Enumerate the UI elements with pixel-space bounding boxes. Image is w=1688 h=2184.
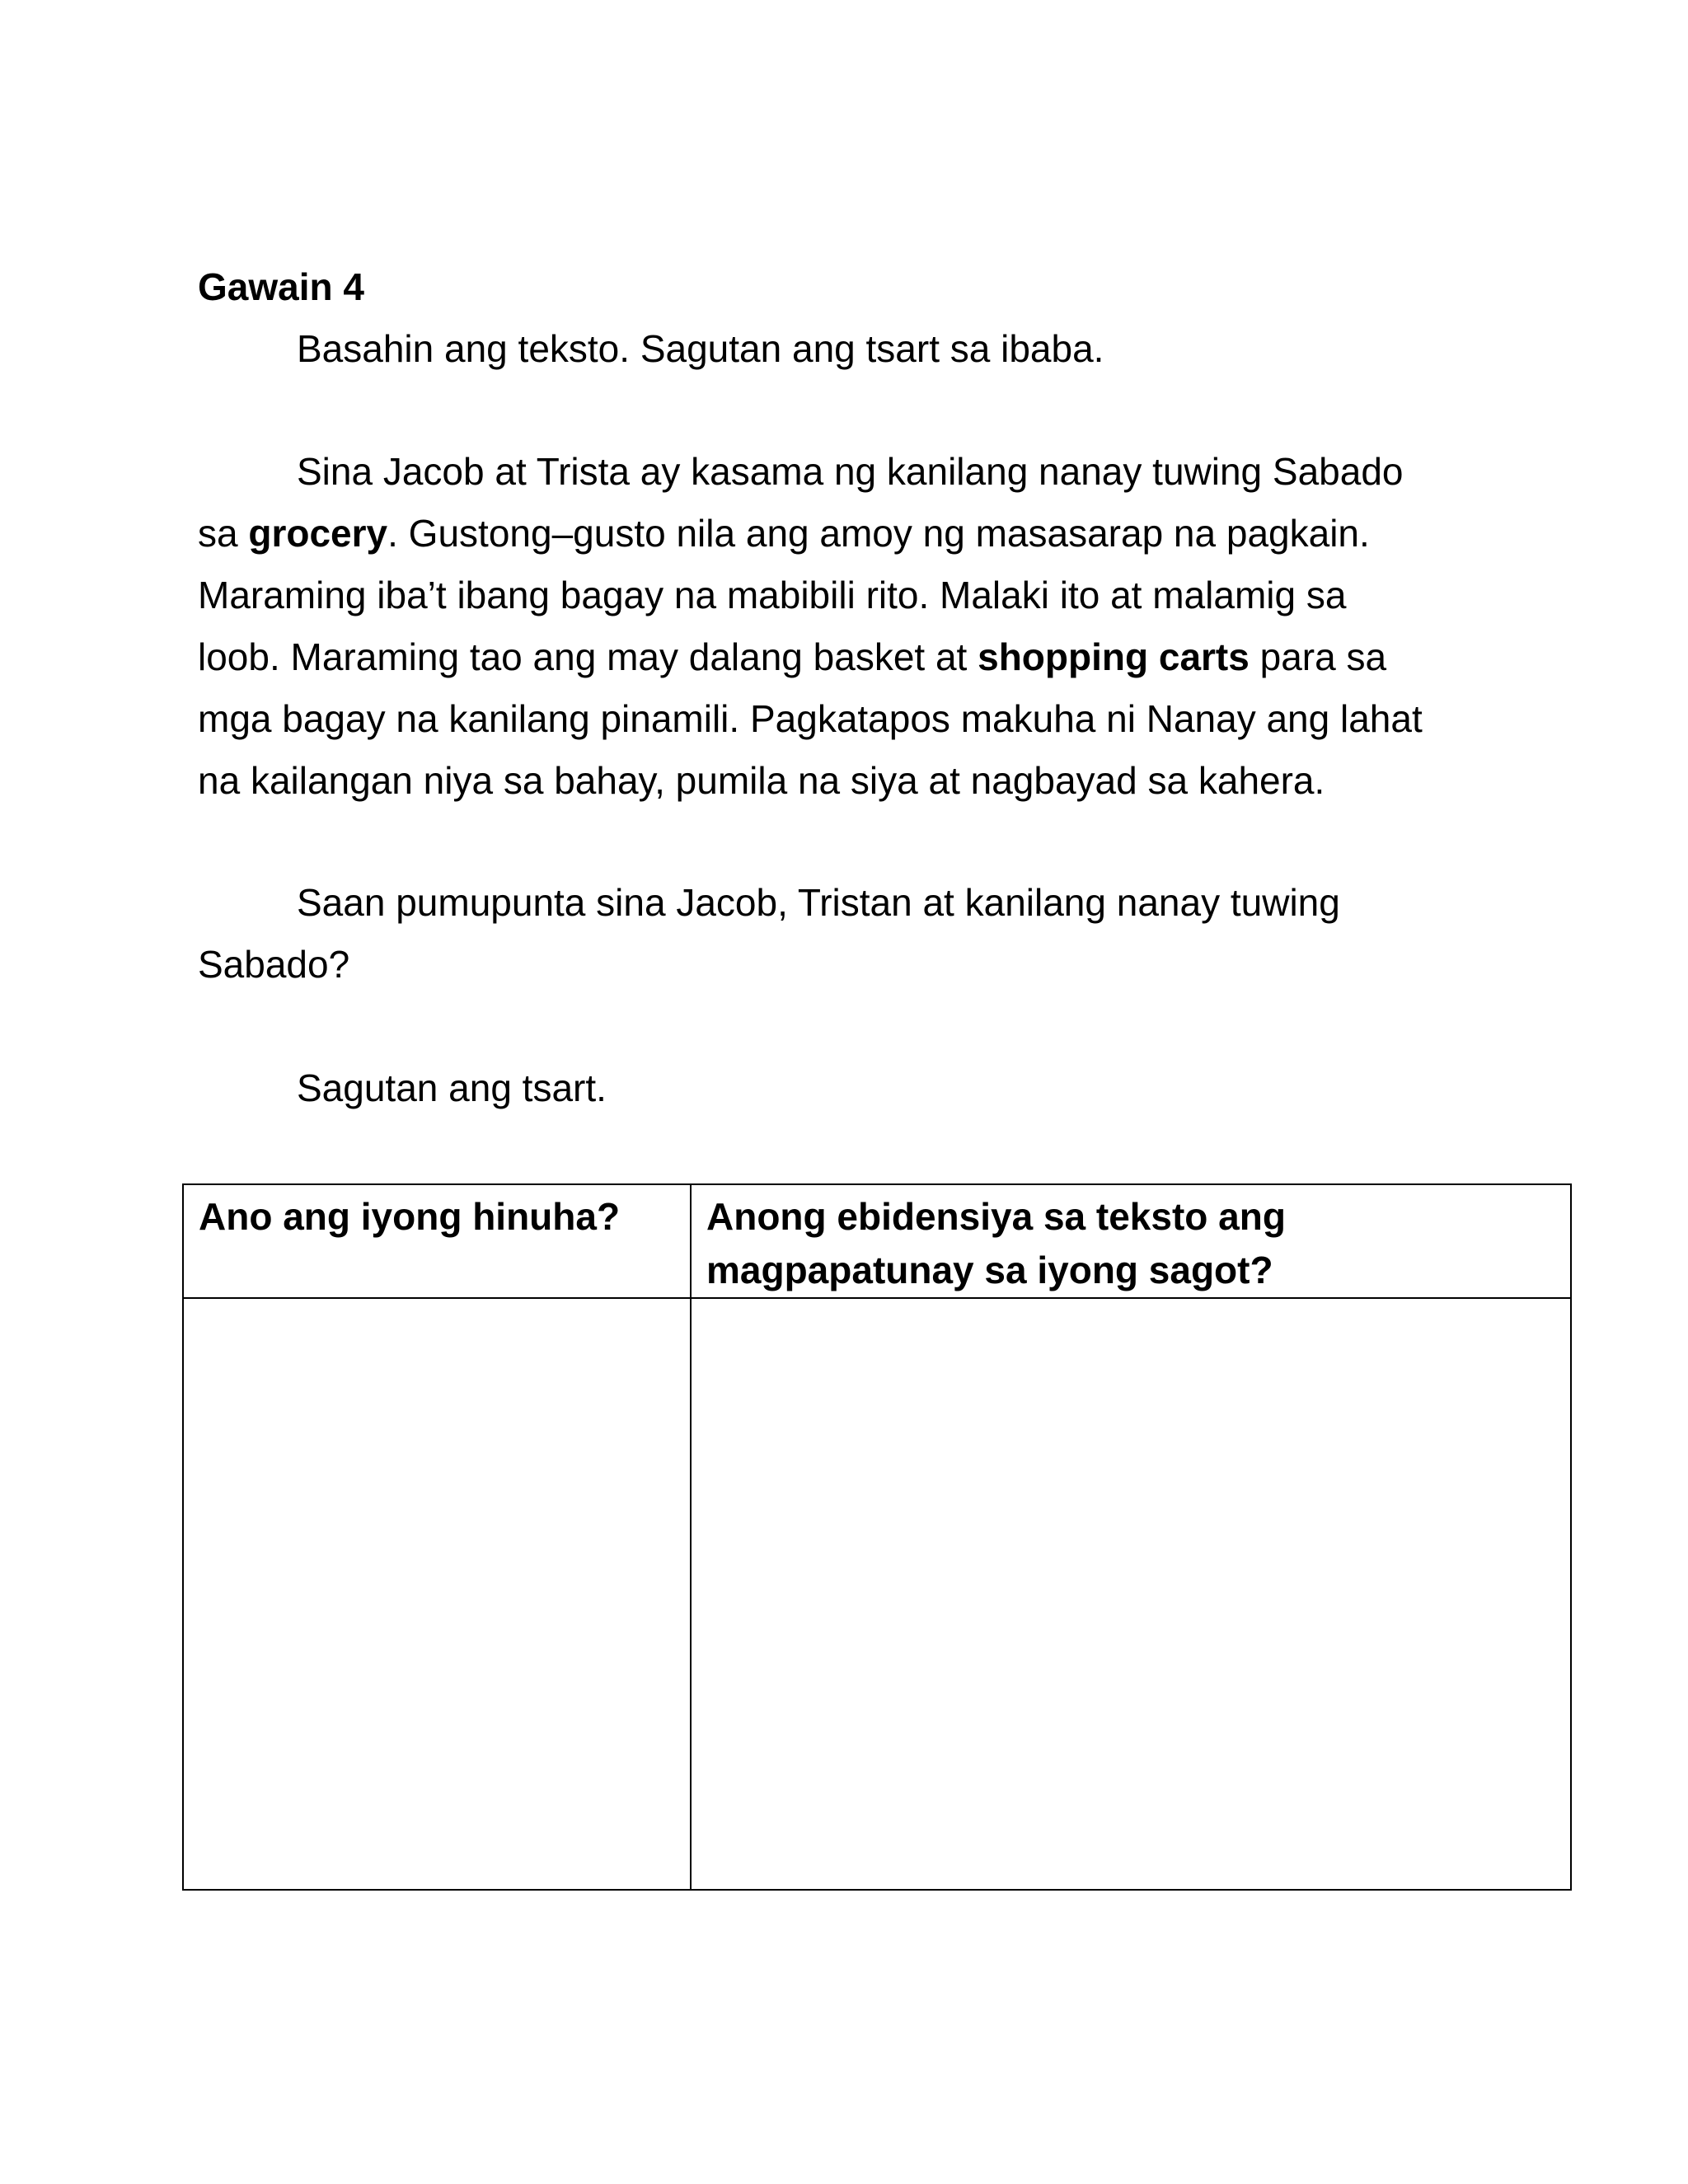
header-inference: Ano ang iyong hinuha? xyxy=(183,1184,691,1298)
evidence-answer-cell[interactable] xyxy=(691,1298,1571,1890)
chart-instruction: Sagutan ang tsart. xyxy=(297,1066,607,1109)
reading-passage xyxy=(198,441,1517,812)
header-evidence: Anong ebidensiya sa teksto ang magpapatunay sa iyong sagot? xyxy=(691,1184,1571,1298)
passage-line: na kailangan niya sa bahay, pumila na siya at nagbayad sa kahera. xyxy=(198,759,1325,802)
keyword-shopping-carts: shopping carts xyxy=(978,635,1250,678)
inference-chart xyxy=(182,1183,1572,1891)
keyword-grocery: grocery xyxy=(248,512,388,555)
passage-line: loob. Maraming tao ang may dalang basket at shopping carts para sa xyxy=(198,635,1387,678)
chart-answer-row xyxy=(183,1298,1571,1890)
inference-answer-cell[interactable] xyxy=(183,1298,691,1890)
chart-header-row xyxy=(183,1184,1571,1298)
comprehension-question xyxy=(198,872,1517,996)
passage-line: mga bagay na kanilang pinamili. Pagkatapos makuha ni Nanay ang lahat xyxy=(198,697,1423,740)
passage-line: sa grocery. Gustong–gusto nila ang amoy ng masasarap na pagkain. xyxy=(198,512,1370,555)
activity-title: Gawain 4 xyxy=(198,265,364,308)
passage-line: Maraming iba’t ibang bagay na mabibili rito. Malaki ito at malamig sa xyxy=(198,574,1347,616)
question-line: Saan pumupunta sina Jacob, Tristan at kanilang nanay tuwing xyxy=(297,881,1340,924)
passage-line: Sina Jacob at Trista ay kasama ng kanilang nanay tuwing Sabado xyxy=(297,450,1404,493)
activity-instruction: Basahin ang teksto. Sagutan ang tsart sa ibaba. xyxy=(297,327,1104,370)
question-line: Sabado? xyxy=(198,943,350,986)
